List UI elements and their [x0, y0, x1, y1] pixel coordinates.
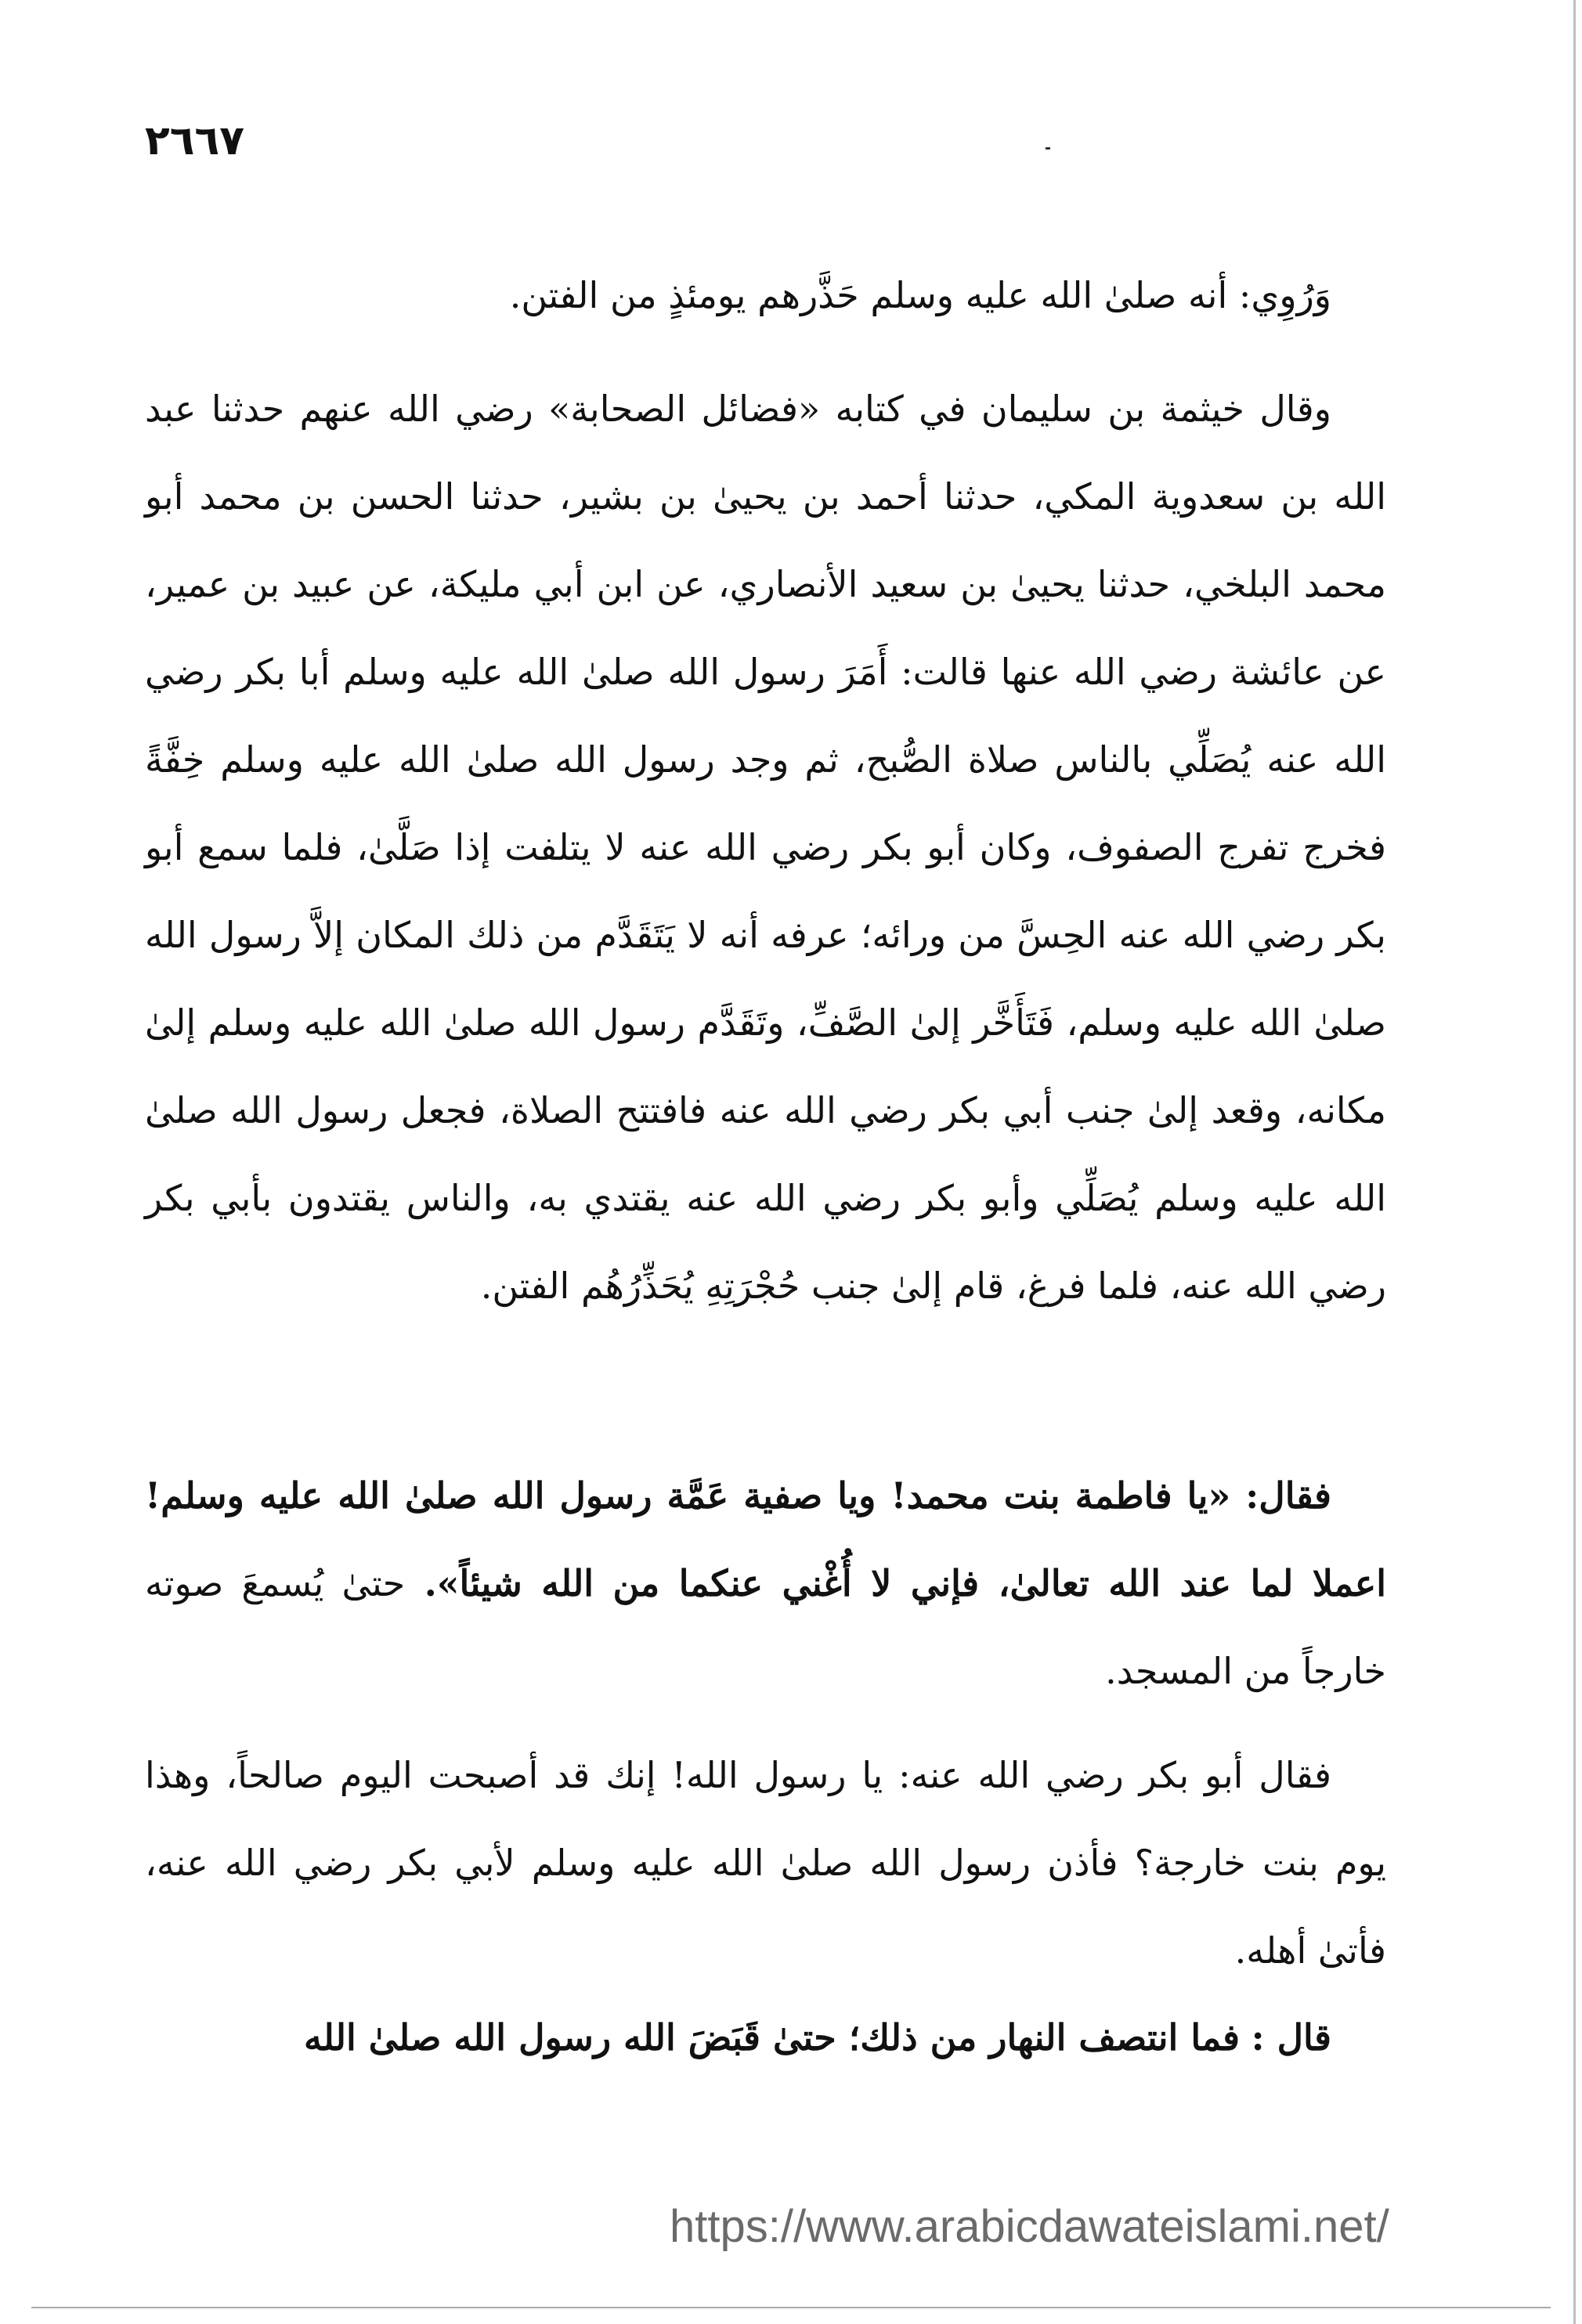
page-bottom-edge	[31, 2307, 1551, 2308]
paragraph-5	[145, 1994, 1386, 2081]
paragraph-5-body: فما انتصف النهار من ذلك؛ حتىٰ قَبَضَ الله رسول الله صلىٰ الله	[304, 2016, 1240, 2059]
scan-speck	[1046, 147, 1050, 150]
paragraph-3-quote: فقال: «يا فاطمة بنت محمد! ويا صفية عَمَّة رسول الله صلىٰ الله عليه وسلم! اعملا لما عند الله تعالىٰ، فإني لا أُغْني عنكما من الله شيئاً».	[145, 1474, 1387, 1604]
paragraph-3	[145, 1452, 1386, 1715]
paragraph-5-lead: قال :	[1251, 2016, 1331, 2059]
paragraph-1: وَرُوِي: أنه صلىٰ الله عليه وسلم حَذَّرهم يومئذٍ من الفتن.	[509, 274, 1331, 316]
paragraph-3-tail: حتىٰ يُسمعَ صوته خارجاً من المسجد.	[145, 1562, 1386, 1692]
watermark-url: https://www.arabicdawateislami.net/	[670, 2201, 1389, 2252]
page-edge-shadow	[1573, 0, 1576, 2324]
page-number: ٢٦٦٧	[145, 117, 244, 164]
paragraph-4: فقال أبو بكر رضي الله عنه: يا رسول الله! إنك قد أصبحت اليوم صالحاً، وهذا يوم بنت خارجة؟ فأذن رسول الله صلىٰ الله عليه وسلم لأبي بكر رضي الله عنه، فأتىٰ أهله.	[145, 1754, 1387, 1972]
paragraph-2: وقال خيثمة بن سليمان في كتابه «فضائل الصحابة» رضي الله عنهم حدثنا عبد الله بن سعدوية المكي، حدثنا أحمد بن يحيىٰ بن بشير، حدثنا الحسن بن محمد أبو محمد البلخي، حدثنا يحيىٰ بن سعيد الأنصاري، عن ابن أبي مليكة، عن عبيد بن عمير، عن عائشة رضي الله عنها قالت: أَمَرَ رسول الله صلىٰ الله عليه وسلم أبا بكر رضي الله عنه يُصَلِّي بالناس صلاة الصُّبح، ثم وجد رسول الله صلىٰ الله عليه وسلم خِفَّةً فخرج تفرج الصفوف، وكان أبو بكر رضي الله عنه لا يتلفت إذا صَلَّىٰ، فلما سمع أبو بكر رضي الله عنه الحِسَّ من ورائه؛ عرفه أنه لا يَتَقَدَّم من ذلك المكان إلاَّ رسول الله صلىٰ الله عليه وسلم، فَتَأَخَّر إلىٰ الصَّفِّ، وتَقَدَّم رسول الله صلىٰ الله عليه وسلم إلىٰ مكانه، وقعد إلىٰ جنب أبي بكر رضي الله عنه فافتتح الصلاة، فجعل رسول الله صلىٰ الله عليه وسلم يُصَلِّي وأبو بكر رضي الله عنه يقتدي به، والناس يقتدون بأبي بكر رضي الله عنه، فلما فرغ، قام إلىٰ جنب حُجْرَتِهِ يُحَذِّرُهُم الفتن.	[145, 388, 1387, 1307]
